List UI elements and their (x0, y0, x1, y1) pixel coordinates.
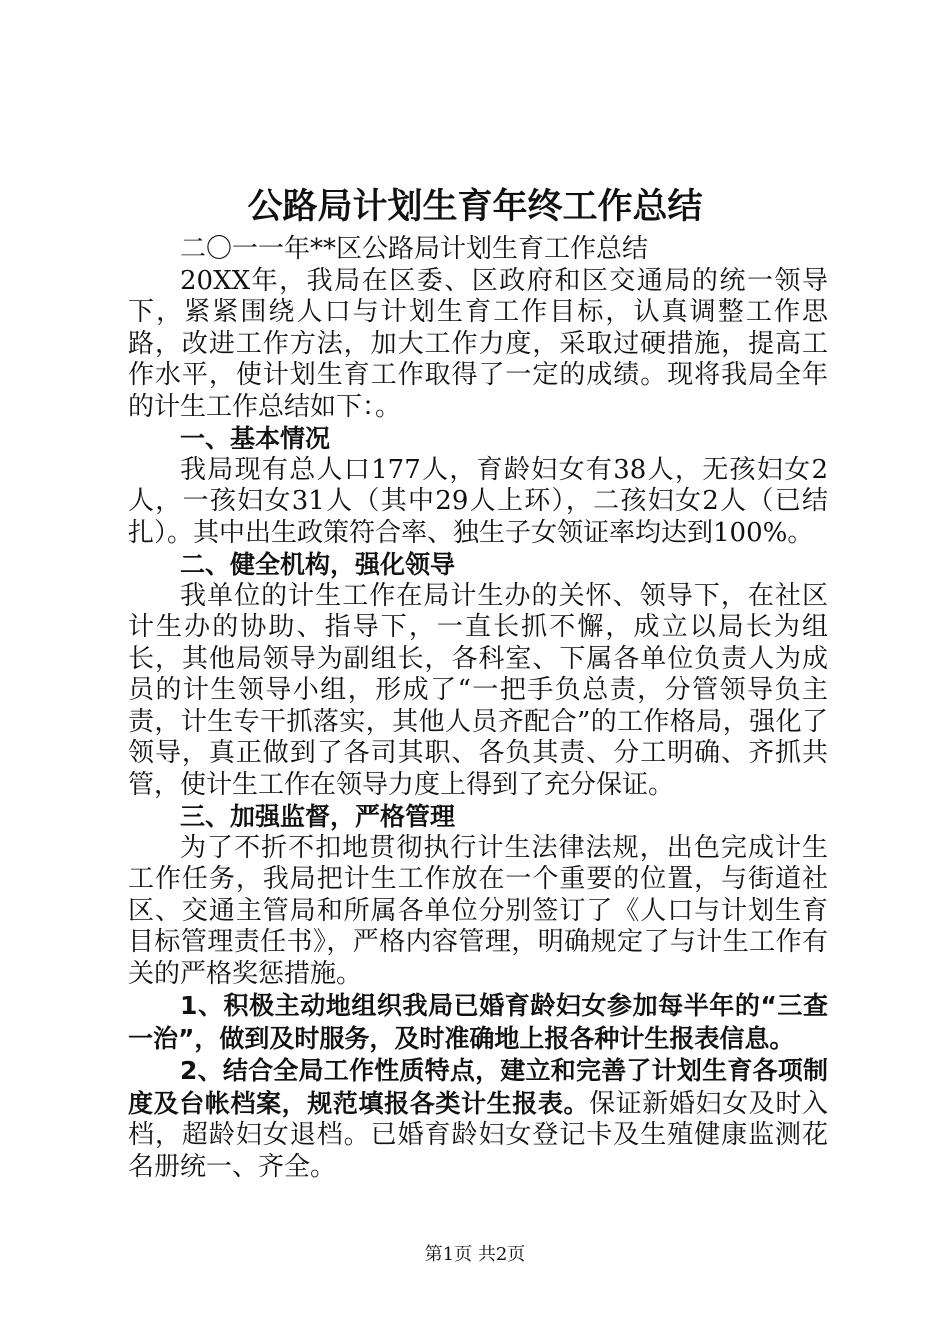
section-heading-supervision: 三、加强监督，严格管理 (180, 802, 456, 831)
document-subtitle: 二〇一一年**区公路局计划生育工作总结 (180, 234, 649, 264)
section-heading-organization: 二、健全机构，强化领导 (180, 550, 456, 579)
section-text-basic-info: 我局现有总人口177人，育龄妇女有38人，无孩妇女2人，一孩妇女31人（其中29人上环），二孩妇女2人（已结扎）。其中出生政策符合率、独生子女领证率均达到100%。 (128, 454, 828, 548)
list-item-2-bold-text: 2、结合全局工作性质特点，建立和完善了计划生育各项制度及台帐档案，规范填报各类计生报表。 (128, 1056, 828, 1118)
document-body (128, 234, 828, 1183)
intro-paragraph: 20XX年，我局在区委、区政府和区交通局的统一领导下，紧紧围绕人口与计划生育工作目标，认真调整工作思路，改进工作方法，加大工作力度，采取过硬措施，提高工作水平，使计划生育工作取得了一定的成绩。现将我局全年的计生工作总结如下：。 (128, 265, 828, 422)
document-title: 公路局计划生育年终工作总结 (247, 187, 703, 227)
section-text-supervision: 为了不折不扣地贯彻执行计生法律法规，出色完成计生工作任务，我局把计生工作放在一个重要的位置，与街道社区、交通主管局和所属各单位分别签订了《人口与计划生育目标管理责任书》，严格内容管理，明确规定了与计生工作有关的严格奖惩措施。 (128, 832, 828, 989)
page-footer: 第1页 共2页 (424, 1244, 526, 1265)
list-item-2-text: 保证新婚妇女及时入档，超龄妇女退档。已婚育龄妇女登记卡及生殖健康监测花名册统一、齐全。 (128, 1088, 828, 1182)
list-item-1-text: 1、积极主动地组织我局已婚育龄妇女参加每半年的“三查一治”，做到及时服务，及时准确地上报各种计生报表信息。 (128, 991, 828, 1053)
section-heading-basic-info: 一、基本情况 (180, 424, 331, 453)
section-text-organization: 我单位的计生工作在局计生办的关怀、领导下，在社区计生办的协助、指导下，一直长抓不懈，成立以局长为组长，其他局领导为副组长，各科室、下属各单位负责人为成员的计生领导小组，形成了“一把手负总责，分管领导负主责，计生专干抓落实，其他人员齐配合”的工作格局，强化了领导，真正做到了各司其职、各负其责、分工明确、齐抓共管，使计生工作在领导力度上得到了充分保证。 (128, 580, 828, 800)
list-item-2 (128, 1055, 828, 1183)
list-item-1 (128, 990, 828, 1055)
